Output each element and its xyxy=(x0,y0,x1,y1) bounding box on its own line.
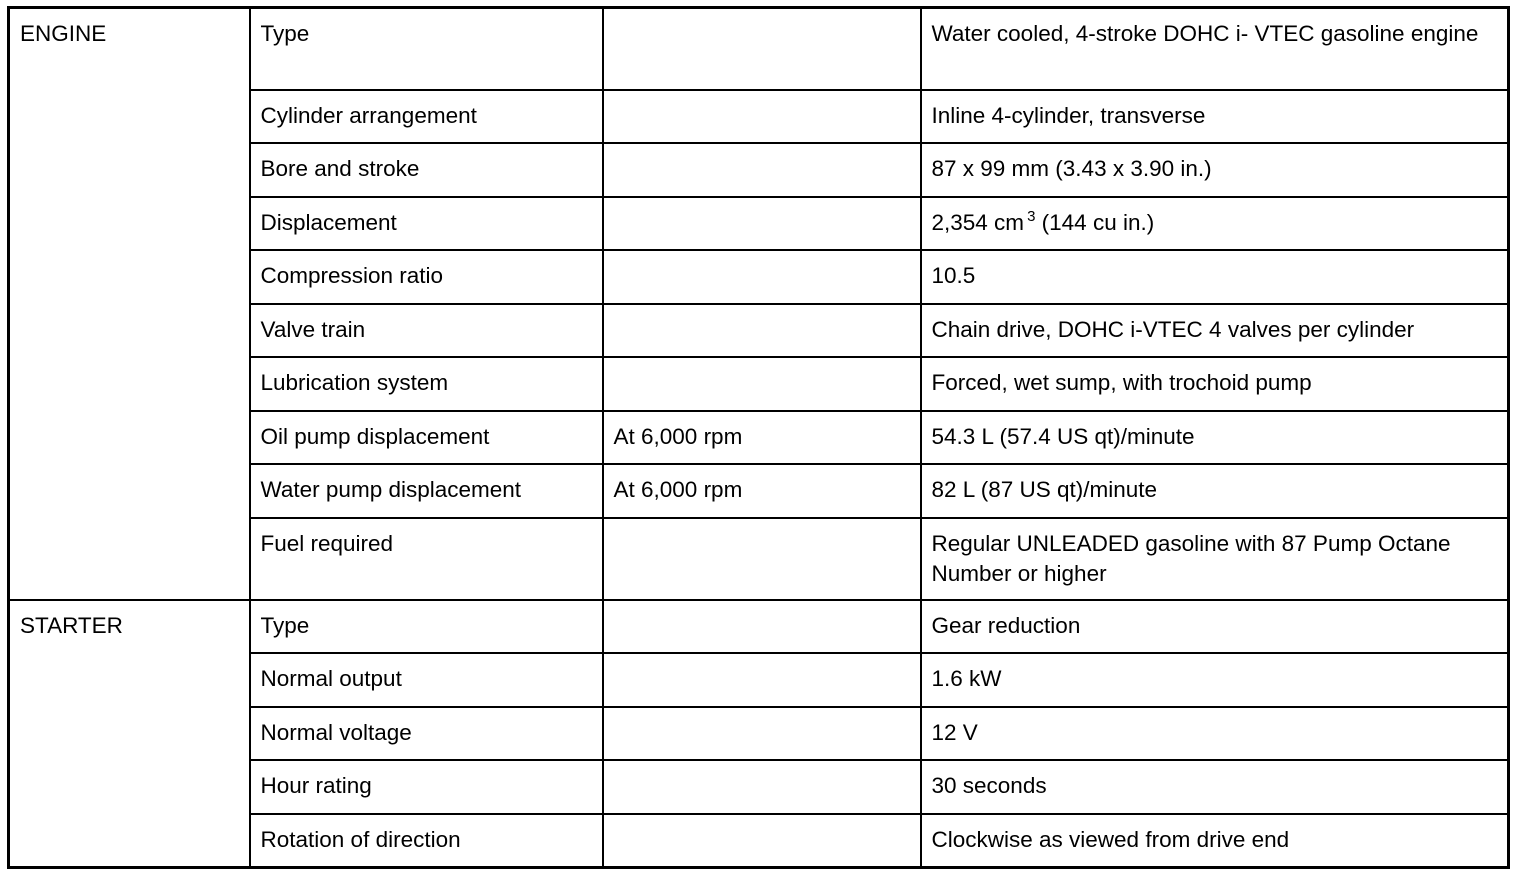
value-cell xyxy=(921,197,1509,251)
item-cell: Displacement xyxy=(250,197,603,251)
item-cell: Lubrication system xyxy=(250,357,603,411)
condition-cell xyxy=(603,250,921,304)
item-cell: Rotation of direction xyxy=(250,814,603,868)
item-cell: Normal voltage xyxy=(250,707,603,761)
value-cell: 12 V xyxy=(921,707,1509,761)
condition-cell xyxy=(603,197,921,251)
displacement-value: 2,354 cm xyxy=(931,209,1025,235)
item-cell: Bore and stroke xyxy=(250,143,603,197)
condition-cell xyxy=(603,8,921,90)
value-cell: Regular UNLEADED gasoline with 87 Pump Octane Number or higher xyxy=(921,518,1509,600)
value-cell: 54.3 L (57.4 US qt)/minute xyxy=(921,411,1509,465)
value-cell: Chain drive, DOHC i-VTEC 4 valves per cylinder xyxy=(921,304,1509,358)
condition-cell xyxy=(603,707,921,761)
condition-cell xyxy=(603,760,921,814)
condition-cell xyxy=(603,518,921,600)
value-cell: Clockwise as viewed from drive end xyxy=(921,814,1509,868)
item-cell: Oil pump displacement xyxy=(250,411,603,465)
condition-cell xyxy=(603,90,921,144)
value-cell: Water cooled, 4-stroke DOHC i- VTEC gasoline engine xyxy=(921,8,1509,90)
superscript-exponent: 3 xyxy=(1027,207,1036,225)
value-cell: 87 x 99 mm (3.43 x 3.90 in.) xyxy=(921,143,1509,197)
condition-cell xyxy=(603,143,921,197)
section-label-engine: ENGINE xyxy=(9,8,250,600)
value-cell: Forced, wet sump, with trochoid pump xyxy=(921,357,1509,411)
item-cell: Water pump displacement xyxy=(250,464,603,518)
specifications-table-body xyxy=(9,8,1509,868)
value-cell: 1.6 kW xyxy=(921,653,1509,707)
displacement-value-imperial: (144 cu in.) xyxy=(1035,209,1155,235)
item-cell: Valve train xyxy=(250,304,603,358)
item-cell: Hour rating xyxy=(250,760,603,814)
item-cell: Type xyxy=(250,8,603,90)
item-cell: Cylinder arrangement xyxy=(250,90,603,144)
value-cell: 30 seconds xyxy=(921,760,1509,814)
section-label-starter: STARTER xyxy=(9,600,250,868)
item-cell: Compression ratio xyxy=(250,250,603,304)
item-cell: Type xyxy=(250,600,603,654)
table-row xyxy=(9,8,1509,90)
condition-cell xyxy=(603,814,921,868)
item-cell: Fuel required xyxy=(250,518,603,600)
condition-cell xyxy=(603,600,921,654)
value-cell: Inline 4-cylinder, transverse xyxy=(921,90,1509,144)
condition-cell: At 6,000 rpm xyxy=(603,464,921,518)
condition-cell xyxy=(603,653,921,707)
specifications-table xyxy=(7,6,1510,869)
value-cell: 10.5 xyxy=(921,250,1509,304)
condition-cell xyxy=(603,357,921,411)
table-row xyxy=(9,600,1509,654)
value-cell: Gear reduction xyxy=(921,600,1509,654)
value-cell: 82 L (87 US qt)/minute xyxy=(921,464,1509,518)
condition-cell xyxy=(603,304,921,358)
condition-cell: At 6,000 rpm xyxy=(603,411,921,465)
item-cell: Normal output xyxy=(250,653,603,707)
